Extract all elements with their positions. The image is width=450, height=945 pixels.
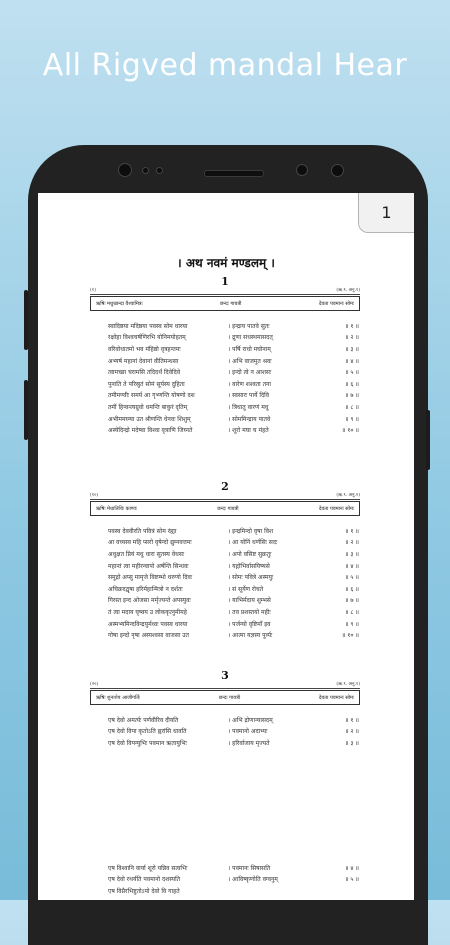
- sukta-meta-right: (ऋ.९. अनु.१): [336, 288, 360, 293]
- verse-second-half: । द्रुणा सधस्थमासदत्: [228, 334, 273, 342]
- verse-number: ॥ ९ ॥: [344, 415, 359, 423]
- verse-number: ॥ ८ ॥: [344, 608, 359, 616]
- sukta-section: [90, 669, 360, 749]
- sukta-meta: [90, 493, 360, 500]
- front-camera-icon: [118, 163, 132, 177]
- earpiece-speaker: [204, 170, 264, 177]
- sukta-meta-right: (ऋ.९. अनु.१): [336, 493, 360, 498]
- verse-second-half: । पर्षि राधो मघोनाम्: [228, 345, 271, 353]
- sukta-info-box: [90, 296, 360, 311]
- verse-line: [90, 571, 360, 583]
- verse-second-half: । आविष्कृणोति वग्वनुम्: [228, 876, 278, 884]
- verse-number: ॥ ४ ॥: [344, 864, 359, 872]
- verse-line: [90, 560, 360, 572]
- verse-number: ॥ ३ ॥: [344, 345, 359, 353]
- verse-line: [90, 885, 360, 897]
- verse-second-half: । सोमः पवित्रे अस्मयुः: [228, 574, 274, 582]
- verse-number: ॥ ४ ॥: [344, 562, 359, 570]
- sukta-section: [90, 275, 360, 436]
- verse-second-half: । यद्गोभिर्वासयिष्यसे: [228, 562, 270, 570]
- verse-second-half: । हरिर्वाजाय मृज्यते: [228, 739, 270, 747]
- rishi-label: ऋषिः मेधातिथिः काण्वः: [96, 505, 137, 512]
- verse-line: [90, 714, 360, 726]
- verse-second-half: । इन्दो त्वे न आशसः: [228, 369, 272, 377]
- verse-first-half: स्वादिष्ठया मदिष्ठया पवस्व सोम धारया: [108, 322, 188, 330]
- chhanda-label: छन्दः गायत्री: [217, 505, 239, 512]
- verse-number: ॥ १ ॥: [344, 527, 359, 535]
- chhanda-label: छन्दः गायत्री: [220, 300, 242, 307]
- sukta-meta-left: (२०): [90, 682, 99, 687]
- verse-first-half: पवस्व देववीरति पवित्रं सोम रंह्या: [108, 527, 177, 535]
- verse-first-half: एष विप्रैरभिष्टुतोऽपो देवो वि गाहते: [108, 887, 180, 895]
- verse-number: ॥ ६ ॥: [344, 380, 359, 388]
- verse-line: [90, 595, 360, 607]
- sukta-info-box: [90, 690, 360, 705]
- verse-first-half: एष विश्वानि वार्या शूरो यन्निव सत्वभिः: [108, 864, 188, 872]
- devata-label: देवता पवमानः सोमः: [318, 300, 354, 307]
- verse-second-half: । इन्द्राय पातवे सुतः: [228, 322, 270, 330]
- verse-line: [90, 537, 360, 549]
- verse-number: ॥ ३ ॥: [344, 550, 359, 558]
- volume-button: [24, 290, 28, 350]
- verse-number: ॥ २ ॥: [344, 539, 359, 547]
- verse-line: [90, 366, 360, 378]
- verse-first-half: पुनाति ते परिस्रुतं सोमं सूर्यस्य दुहिता: [108, 380, 185, 388]
- verse-first-half: अभीममघ्न्या उत श्रीणन्ति धेनवः शिशुम्: [108, 415, 191, 423]
- verse-first-half: एष देवो विपा कृतोऽति ह्वरांसि धावति: [108, 728, 187, 736]
- verse-line: [90, 548, 360, 560]
- verse-line: [90, 424, 360, 436]
- verse-line: [90, 401, 360, 413]
- verse-second-half: । पवमानः सिषासति: [228, 864, 271, 872]
- verse-first-half: महान्तं त्वा महीरन्वापो अर्षन्ति सिन्धवः: [108, 562, 189, 570]
- app-screen[interactable]: [38, 193, 414, 900]
- promo-headline: All Rigved mandal Hear: [42, 48, 408, 83]
- verse-second-half: । पवमानो अदाभ्यः: [228, 728, 268, 736]
- verse-second-half: । त्रिधातु वारणं मधु: [228, 403, 269, 411]
- sukta-meta-left: (१०): [90, 493, 99, 498]
- verse-list: [90, 525, 360, 641]
- verse-line: [90, 606, 360, 618]
- verse-first-half: एष देवो अमर्त्यः पर्णवीरिव दीयति: [108, 716, 179, 724]
- verse-number: ॥ ७ ॥: [344, 597, 359, 605]
- mandal-title: । अथ नवमं मण्डलम् ।: [177, 256, 275, 270]
- verse-first-half: तमीं हिन्वन्त्यग्रुवो धमन्ति बाकुरं दृतिम्: [108, 403, 188, 411]
- verse-number: ॥ ९ ॥: [344, 620, 359, 628]
- verse-second-half: । शूरो मघा च मंहते: [228, 427, 269, 435]
- verse-number: ॥ २ ॥: [344, 728, 359, 736]
- verse-first-half: अधुक्षत प्रियं मधु धारा सुतस्य वेधसः: [108, 550, 185, 558]
- sukta-meta-right: (ऋ.९. अनु.१): [336, 682, 360, 687]
- verse-second-half: । पर्जन्यो वृष्टिमाँ इव: [228, 620, 271, 628]
- verse-number: ॥ ७ ॥: [344, 392, 359, 400]
- verse-second-half: । तव प्रशस्तयो महीः: [228, 608, 271, 616]
- verse-line: [90, 525, 360, 537]
- verse-line: [90, 629, 360, 641]
- rishi-label: ऋषिः शुनःशेप आजीगर्तिः: [96, 694, 141, 701]
- devata-label: देवता पवमानः सोमः: [318, 694, 354, 701]
- chhanda-label: छन्दः गायत्री: [218, 694, 241, 701]
- verse-line: [90, 737, 360, 749]
- verse-first-half: एष देवो रथर्यति पवमानो दशस्यति: [108, 876, 181, 884]
- verse-line: [90, 332, 360, 344]
- sukta-meta: [90, 288, 360, 295]
- sukta-number: 2: [221, 480, 229, 493]
- verse-number: ॥ ५ ॥: [344, 369, 359, 377]
- verse-line: [90, 413, 360, 425]
- verse-first-half: रक्षोहा विश्वचर्षणिरभि योनिमयोहतम्: [108, 334, 186, 342]
- verse-number: ॥ ४ ॥: [344, 357, 359, 365]
- verse-first-half: त्वामच्छा चरामसि तदिदर्थं दिवेदिवे: [108, 369, 181, 377]
- verse-line: [90, 320, 360, 332]
- verse-number: ॥ ६ ॥: [344, 585, 359, 593]
- verse-second-half: । सोममिन्द्राय पातवे: [228, 415, 271, 423]
- verse-line: [90, 874, 360, 886]
- power-button: [426, 410, 430, 470]
- verse-number: ॥ १ ॥: [344, 322, 359, 330]
- verse-number: ॥ ३ ॥: [344, 739, 359, 747]
- sensor-icon: [156, 167, 163, 174]
- verse-second-half: । याभिर्मदाय शुम्भसे: [228, 597, 271, 605]
- verse-first-half: वरिवोधातमो भव मंहिष्ठो वृत्रहन्तमः: [108, 345, 181, 353]
- verse-second-half: । सं सूर्येण रोचते: [228, 585, 264, 593]
- verse-second-half: । इन्द्रमिन्दो वृषा विश: [228, 527, 274, 535]
- verse-second-half: । वारेण शश्वता तना: [228, 380, 271, 388]
- verse-second-half: । स्वसारः पार्ये दिवि: [228, 392, 270, 400]
- verse-first-half: गोषा इन्दो नृषा अस्यश्वसा वाजसा उत: [108, 632, 189, 640]
- verse-first-half: अचिक्रदद्वृषा हरिर्महान्मित्रो न दर्शतः: [108, 585, 183, 593]
- verse-line: [90, 862, 360, 874]
- verse-first-half: आ वच्यस्व महि प्सरो वृषेन्दो द्युम्नवत्तमः: [108, 539, 192, 547]
- verse-second-half: । अपो वसिष्ट सुक्रतुः: [228, 550, 272, 558]
- verse-line: [90, 618, 360, 630]
- next-page-verses: [90, 862, 360, 897]
- verse-first-half: तं त्वा मदाय घृष्वय उ लोककृत्नुमीमहे: [108, 608, 187, 616]
- verse-number: ॥ २ ॥: [344, 334, 359, 342]
- front-camera-icon: [331, 164, 344, 177]
- verse-number: ॥ ८ ॥: [344, 403, 359, 411]
- verse-number: ॥ ५ ॥: [344, 574, 359, 582]
- verse-number: ॥ १ ॥: [344, 716, 359, 724]
- rishi-label: ऋषिः मधुच्छन्दा वैश्वामित्रः: [96, 300, 143, 307]
- sukta-meta-left: (१): [90, 288, 96, 293]
- sukta-section: [90, 480, 360, 641]
- proximity-sensor-icon: [296, 164, 308, 176]
- sukta-meta: [90, 682, 360, 689]
- verse-list: [90, 320, 360, 436]
- verse-line: [90, 583, 360, 595]
- verse-first-half: अस्येदिन्द्रो मदेष्वा विश्वा वृत्राणि जिघ्नते: [108, 427, 193, 435]
- verse-number: ॥ १० ॥: [341, 427, 359, 435]
- verse-number: ॥ १० ॥: [341, 632, 359, 640]
- verse-first-half: गिरस्त इन्द ओजसा मर्मृज्यन्ते अपस्युवः: [108, 597, 191, 605]
- verse-second-half: । आ योनिं धर्णसिः सदः: [228, 539, 278, 547]
- verse-line: [90, 355, 360, 367]
- verse-line: [90, 726, 360, 738]
- verse-first-half: एष देवो विपन्युभिः पवमान ऋतायुभिः: [108, 739, 187, 747]
- verse-line: [90, 390, 360, 402]
- sukta-info-box: [90, 501, 360, 516]
- verse-first-half: अस्मभ्यमिन्दविन्द्रयुर्मध्वः पवस्व धारया: [108, 620, 188, 628]
- devata-label: देवता पवमानः सोमः: [318, 505, 354, 512]
- sukta-number: 3: [221, 669, 229, 682]
- verse-number: ॥ ५ ॥: [344, 876, 359, 884]
- verse-first-half: तमीमण्वीः समर्य आ गृभ्णन्ति योषणो दश: [108, 392, 195, 400]
- verse-line: [90, 343, 360, 355]
- page-number-indicator[interactable]: 1: [358, 193, 414, 233]
- sensor-icon: [142, 167, 149, 174]
- verse-line: [90, 378, 360, 390]
- verse-second-half: । अभि द्रोणान्यासदम्: [228, 716, 273, 724]
- sukta-number: 1: [221, 275, 229, 288]
- verse-first-half: अभ्यर्ष महानां देवानां वीतिमन्धसा: [108, 357, 179, 365]
- verse-list: [90, 714, 360, 749]
- verse-second-half: । अभि वाजमुत श्रवः: [228, 357, 272, 365]
- volume-button: [24, 380, 28, 440]
- verse-first-half: समुद्रो अप्सु मामृजे विष्टम्भो धरुणो दिवः: [108, 574, 193, 582]
- verse-second-half: । आत्मा यज्ञस्य पूर्व्यः: [228, 632, 273, 640]
